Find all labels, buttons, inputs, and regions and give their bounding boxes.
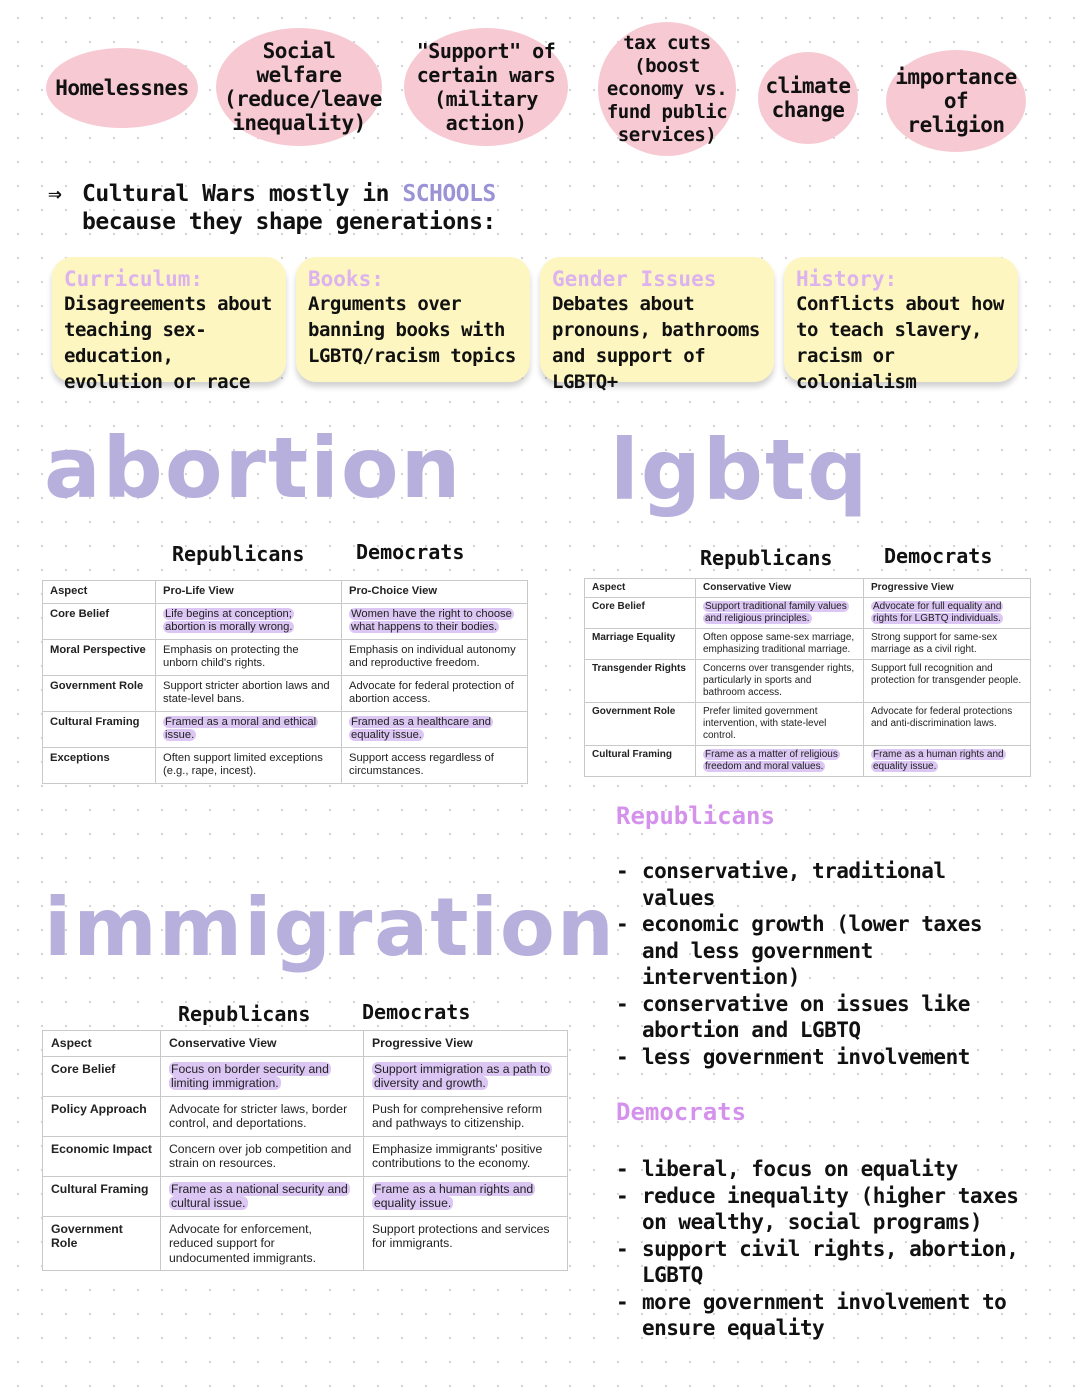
topic-label: "Support" of certain wars (military action) (416, 39, 556, 135)
header-rep-view: Conservative View (161, 1031, 364, 1057)
row-aspect: Government Role (43, 675, 156, 711)
topic-blob-wars (404, 28, 568, 146)
list-item: - reduce inequality (higher taxes on wealthy, social programs) (614, 1183, 1024, 1236)
row-aspect: Policy Approach (43, 1096, 161, 1136)
row-dem (342, 603, 528, 639)
card-title: Books: (308, 267, 384, 291)
card-history (784, 257, 1018, 393)
highlighted-text: Support immigration as a path to diversity and growth. (374, 1061, 551, 1090)
row-dem: Support access regardless of circumstances. (342, 747, 528, 783)
topic-blob-climate (758, 52, 858, 144)
row-rep: Support stricter abortion laws and state-level bans. (156, 675, 342, 711)
list-item: - conservative on issues like abortion and LGBTQ (614, 991, 1024, 1044)
highlighted-text: Women have the right to choose what happens to their bodies. (351, 607, 512, 633)
lgbtq-table (584, 578, 1031, 777)
highlighted-text: Support traditional family values and religious principles. (705, 601, 847, 624)
immigration-table (42, 1030, 568, 1271)
list-item: - support civil rights, abortion, LGBTQ (614, 1236, 1024, 1289)
card-title: Gender Issues (552, 267, 717, 291)
row-dem (864, 598, 1031, 629)
table-row (43, 603, 528, 639)
topic-label: climate change (765, 74, 851, 122)
highlighted-text: Framed as a healthcare and equality issue. (351, 715, 491, 741)
table-row (585, 703, 1031, 746)
row-aspect: Marriage Equality (585, 629, 696, 660)
topic-label: Homelessnes (55, 76, 189, 100)
row-dem: Advocate for federal protection of abortion access. (342, 675, 528, 711)
democrats-notes-list (614, 1156, 1024, 1342)
card-gender-issues (540, 257, 774, 393)
row-aspect: Moral Perspective (43, 639, 156, 675)
topic-blob-social-welfare (216, 28, 382, 146)
header-rep-view: Pro-Life View (156, 581, 342, 604)
row-dem: Push for comprehensive reform and pathways to citizenship. (364, 1096, 568, 1136)
list-item: - conservative, traditional values (614, 858, 1024, 911)
row-rep (156, 603, 342, 639)
intro-line1: Cultural Wars mostly in (82, 181, 403, 207)
row-rep: Advocate for enforcement, reduced support for undocumented immigrants. (161, 1216, 364, 1271)
header-rep-view: Conservative View (696, 579, 864, 598)
row-aspect: Cultural Framing (43, 711, 156, 747)
lgbtq-heading: lgbtq (610, 421, 870, 519)
immigration-heading: immigration (44, 881, 616, 974)
row-rep: Concerns over transgender rights, particularly in sports and bathroom access. (696, 660, 864, 703)
republicans-notes-list (614, 858, 1024, 1070)
card-body: Disagreements about teaching sex-education, evolution or race (64, 293, 272, 393)
table-header-row (43, 1031, 568, 1057)
row-aspect: Cultural Framing (585, 746, 696, 777)
row-aspect: Core Belief (43, 1056, 161, 1096)
list-item: - less government involvement (614, 1044, 1024, 1071)
republicans-notes-title: Republicans (616, 802, 775, 830)
header-aspect: Aspect (585, 579, 696, 598)
card-curriculum (52, 257, 286, 393)
list-item: - economic growth (lower taxes and less government intervention) (614, 911, 1024, 991)
card-books (296, 257, 530, 382)
abortion-col-democrats: Democrats (356, 540, 465, 564)
highlighted-text: Advocate for full equality and rights for LGBTQ individuals. (873, 601, 1002, 624)
topic-label: Social welfare (reduce/leave inequality) (224, 39, 382, 135)
highlighted-text: Frame as a national security and cultural issue. (171, 1181, 348, 1210)
header-dem-view: Progressive View (364, 1031, 568, 1057)
row-aspect: Government Role (43, 1216, 161, 1271)
row-dem: Emphasize immigrants' positive contributions to the economy. (364, 1136, 568, 1176)
immigration-col-democrats: Democrats (362, 1000, 471, 1024)
table-row (585, 746, 1031, 777)
row-rep (161, 1056, 364, 1096)
row-dem: Advocate for federal protections and anti-discrimination laws. (864, 703, 1031, 746)
row-aspect: Economic Impact (43, 1136, 161, 1176)
row-dem (364, 1176, 568, 1216)
arrow-icon: ⇒ (48, 181, 62, 207)
row-rep (696, 598, 864, 629)
highlighted-text: Frame as a human rights and equality issue. (873, 749, 1004, 772)
row-aspect: Core Belief (43, 603, 156, 639)
row-rep: Often support limited exceptions (e.g., rape, incest). (156, 747, 342, 783)
header-aspect: Aspect (43, 581, 156, 604)
highlighted-text: Framed as a moral and ethical issue. (165, 715, 317, 741)
row-rep: Advocate for stricter laws, border control, and deportations. (161, 1096, 364, 1136)
table-row (585, 598, 1031, 629)
row-aspect: Cultural Framing (43, 1176, 161, 1216)
table-row (43, 1216, 568, 1271)
card-title: Curriculum: (64, 267, 204, 291)
row-rep (156, 711, 342, 747)
intro-text (48, 180, 496, 236)
list-item: - more government involvement to ensure equality (614, 1289, 1024, 1342)
highlighted-text: Frame as a human rights and equality issue. (374, 1181, 534, 1210)
topic-blob-religion (886, 50, 1026, 152)
intro-line2: because they shape generations: (82, 209, 496, 235)
row-aspect: Core Belief (585, 598, 696, 629)
row-dem: Support full recognition and protection for transgender people. (864, 660, 1031, 703)
table-row (43, 1096, 568, 1136)
row-dem: Emphasis on individual autonomy and reproductive freedom. (342, 639, 528, 675)
header-dem-view: Pro-Choice View (342, 581, 528, 604)
intro-schools: SCHOOLS (402, 181, 496, 207)
row-dem (342, 711, 528, 747)
abortion-col-republicans: Republicans (172, 542, 305, 566)
abortion-heading: abortion (44, 419, 463, 517)
card-body: Conflicts about how to teach slavery, racism or colonialism (796, 293, 1004, 393)
democrats-notes-title: Democrats (616, 1098, 747, 1126)
immigration-col-republicans: Republicans (178, 1002, 311, 1026)
list-item: - liberal, focus on equality (614, 1156, 1024, 1183)
row-rep: Often oppose same-sex marriage, emphasizing traditional marriage. (696, 629, 864, 660)
row-aspect: Government Role (585, 703, 696, 746)
table-header-row (585, 579, 1031, 598)
lgbtq-col-democrats: Democrats (884, 544, 993, 568)
row-rep: Prefer limited government intervention, with state-level control. (696, 703, 864, 746)
table-row (43, 747, 528, 783)
row-dem: Support protections and services for immigrants. (364, 1216, 568, 1271)
card-body: Debates about pronouns, bathrooms and support of LGBTQ+ (552, 293, 760, 393)
highlighted-text: Life begins at conception; abortion is morally wrong. (165, 607, 293, 633)
table-row (585, 660, 1031, 703)
table-row (43, 1136, 568, 1176)
topic-blob-tax-cuts (598, 22, 736, 156)
table-row (43, 675, 528, 711)
row-rep: Concern over job competition and strain on resources. (161, 1136, 364, 1176)
topic-blob-homelessness (46, 48, 198, 128)
table-row (43, 1176, 568, 1216)
row-dem (864, 746, 1031, 777)
row-dem (364, 1056, 568, 1096)
table-row (43, 1056, 568, 1096)
table-header-row (43, 581, 528, 604)
header-dem-view: Progressive View (864, 579, 1031, 598)
highlighted-text: Frame as a matter of religious freedom and moral values. (705, 749, 838, 772)
header-aspect: Aspect (43, 1031, 161, 1057)
abortion-table (42, 580, 528, 784)
row-rep (696, 746, 864, 777)
topic-label: importance of religion (895, 65, 1017, 137)
lgbtq-col-republicans: Republicans (700, 546, 833, 570)
card-title: History: (796, 267, 898, 291)
row-aspect: Transgender Rights (585, 660, 696, 703)
row-rep (161, 1176, 364, 1216)
table-row (43, 639, 528, 675)
row-aspect: Exceptions (43, 747, 156, 783)
card-body: Arguments over banning books with LGBTQ/racism topics (308, 293, 516, 367)
topic-label: tax cuts (boost economy vs. fund public services) (606, 31, 728, 146)
row-rep: Emphasis on protecting the unborn child's rights. (156, 639, 342, 675)
table-row (43, 711, 528, 747)
row-dem: Strong support for same-sex marriage as a civil right. (864, 629, 1031, 660)
highlighted-text: Focus on border security and limiting immigration. (171, 1061, 329, 1090)
table-row (585, 629, 1031, 660)
